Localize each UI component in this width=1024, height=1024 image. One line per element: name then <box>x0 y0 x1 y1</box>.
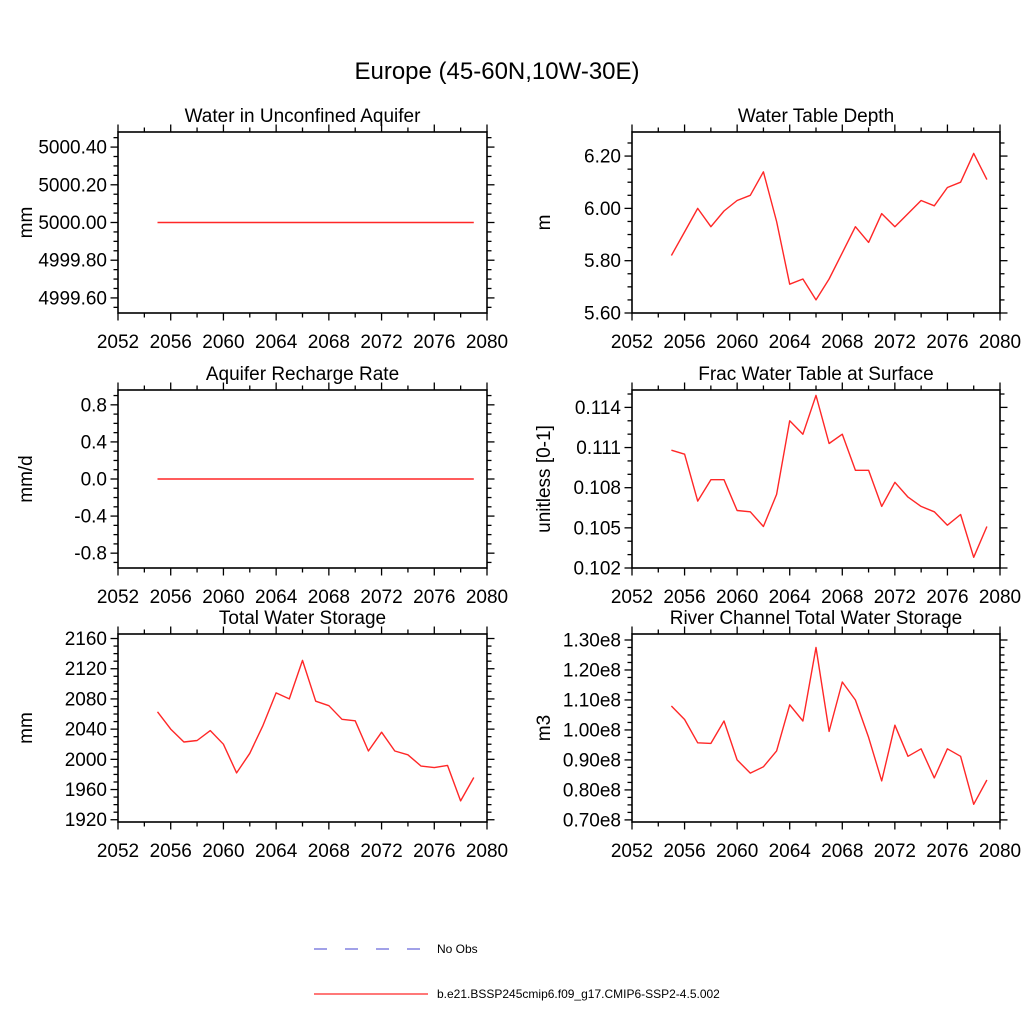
y-tick-label: 0.108 <box>573 478 621 500</box>
y-tick-label: 1.10e8 <box>562 690 621 712</box>
y-tick-label: 0.4 <box>80 432 107 454</box>
x-tick-label: 2056 <box>663 587 706 608</box>
panel-total-water-storage <box>16 608 508 862</box>
y-tick-label: 2080 <box>64 689 107 711</box>
x-tick-label: 2060 <box>716 841 759 862</box>
y-tick-label: 5.80 <box>584 251 621 273</box>
panel-water-in-unconfined-aquifer <box>16 106 508 353</box>
panel-title: Water in Unconfined Aquifer <box>184 106 421 127</box>
x-tick-label: 2064 <box>255 587 298 608</box>
x-tick-label: 2056 <box>663 841 706 862</box>
x-tick-label: 2064 <box>255 841 298 862</box>
y-axis-label: mm/d <box>16 455 37 503</box>
y-tick-label: 0.111 <box>576 438 621 460</box>
x-tick-label: 2072 <box>360 841 403 862</box>
panel-title: River Channel Total Water Storage <box>669 608 963 629</box>
plot-frame <box>632 634 1000 822</box>
x-tick-label: 2076 <box>926 587 969 608</box>
y-tick-label: 4999.80 <box>38 250 107 272</box>
x-tick-label: 2064 <box>768 587 811 608</box>
page-title: Europe (45-60N,10W-30E) <box>354 58 640 85</box>
x-tick-label: 2068 <box>821 332 864 353</box>
legend-label: b.e21.BSSP245cmip6.f09_g17.CMIP6-SSP2-4.5.002 <box>437 987 720 1001</box>
x-tick-label: 2080 <box>465 587 509 608</box>
x-axis-ticks <box>632 627 1000 830</box>
y-tick-label: 1960 <box>64 780 107 802</box>
y-tick-label: 2040 <box>64 719 107 741</box>
x-tick-label: 2068 <box>821 841 864 862</box>
x-tick-label: 2068 <box>821 587 864 608</box>
y-tick-label: 2120 <box>64 659 107 681</box>
plot-frame <box>632 132 1000 313</box>
y-tick-label: 0.114 <box>574 397 621 419</box>
no-obs-line-sample <box>312 945 430 953</box>
x-tick-label: 2060 <box>716 332 759 353</box>
panel-title: Total Water Storage <box>218 608 387 629</box>
y-axis-label: mm <box>16 206 37 239</box>
y-tick-label: -0.8 <box>74 543 107 565</box>
y-tick-label: 2160 <box>64 629 107 651</box>
x-tick-label: 2052 <box>96 587 140 608</box>
x-tick-label: 2056 <box>149 841 192 862</box>
x-tick-label: 2056 <box>149 332 192 353</box>
y-tick-label: 0.105 <box>573 518 621 540</box>
y-tick-label: 0.102 <box>573 558 621 580</box>
y-tick-label: 0.8 <box>80 395 107 417</box>
x-tick-label: 2052 <box>610 332 654 353</box>
series-line <box>671 648 987 805</box>
x-tick-label: 2072 <box>360 332 403 353</box>
y-axis-ticks <box>625 143 1008 313</box>
x-tick-label: 2052 <box>610 841 654 862</box>
x-tick-label: 2076 <box>926 841 969 862</box>
y-tick-label: 0.0 <box>80 469 107 491</box>
model-line-sample <box>312 990 430 998</box>
x-tick-label: 2052 <box>96 841 140 862</box>
panel-title: Aquifer Recharge Rate <box>205 364 400 385</box>
legend-item-no-obs <box>312 941 478 957</box>
y-tick-label: 1.30e8 <box>562 630 621 652</box>
series-line <box>671 395 987 557</box>
x-tick-label: 2076 <box>413 332 456 353</box>
y-axis-label: m3 <box>534 714 555 742</box>
x-tick-label: 2060 <box>202 587 245 608</box>
x-tick-label: 2072 <box>873 841 916 862</box>
x-axis-ticks <box>632 125 1000 321</box>
x-axis-ticks <box>632 383 1000 576</box>
x-tick-label: 2064 <box>768 841 811 862</box>
y-tick-label: 0.90e8 <box>562 750 621 772</box>
y-tick-label: 1.20e8 <box>562 660 621 682</box>
y-tick-label: 0.80e8 <box>562 780 621 802</box>
y-tick-label: 2000 <box>64 749 107 771</box>
x-tick-label: 2056 <box>149 587 192 608</box>
x-tick-label: 2080 <box>465 332 509 353</box>
x-tick-label: 2080 <box>465 841 509 862</box>
panel-river-channel-total-water-storage <box>534 608 1021 862</box>
y-tick-label: 1920 <box>64 810 107 832</box>
plot-frame <box>632 390 1000 568</box>
x-tick-label: 2076 <box>413 841 456 862</box>
y-tick-label: 5.60 <box>584 303 621 325</box>
y-tick-label: 5000.40 <box>38 137 107 159</box>
x-axis-ticks <box>118 627 487 830</box>
x-tick-label: 2064 <box>255 332 298 353</box>
y-axis-ticks <box>625 640 1008 820</box>
y-tick-label: -0.4 <box>74 506 107 528</box>
series-line <box>158 660 474 801</box>
panel-aquifer-recharge-rate <box>16 364 508 608</box>
legend-label: No Obs <box>437 942 478 956</box>
y-tick-label: 6.20 <box>584 146 621 168</box>
x-tick-label: 2052 <box>610 587 654 608</box>
x-tick-label: 2064 <box>768 332 811 353</box>
y-tick-label: 5000.20 <box>38 175 107 197</box>
y-axis-label: mm <box>16 712 37 744</box>
legend-item-model-run <box>312 986 720 1002</box>
x-tick-label: 2056 <box>663 332 706 353</box>
panel-frac-water-table-at-surface <box>534 364 1021 608</box>
y-tick-label: 4999.60 <box>38 288 107 310</box>
series-line <box>671 153 987 300</box>
x-tick-label: 2080 <box>978 587 1022 608</box>
x-tick-label: 2068 <box>307 332 350 353</box>
x-tick-label: 2052 <box>96 332 140 353</box>
y-tick-label: 6.00 <box>584 198 621 220</box>
x-tick-label: 2072 <box>873 587 916 608</box>
x-tick-label: 2076 <box>413 587 456 608</box>
y-tick-label: 1.00e8 <box>562 720 621 742</box>
x-tick-label: 2072 <box>360 587 403 608</box>
x-tick-label: 2060 <box>202 332 245 353</box>
panel-title: Frac Water Table at Surface <box>698 364 934 385</box>
y-axis-ticks <box>111 639 495 820</box>
panel-title: Water Table Depth <box>737 106 895 127</box>
x-tick-label: 2068 <box>307 841 350 862</box>
x-tick-label: 2060 <box>716 587 759 608</box>
x-tick-label: 2080 <box>978 841 1022 862</box>
x-tick-label: 2072 <box>873 332 916 353</box>
x-tick-label: 2080 <box>978 332 1022 353</box>
y-axis-label: unitless [0-1] <box>534 425 555 533</box>
y-tick-label: 5000.00 <box>38 213 107 234</box>
y-axis-ticks <box>625 394 1008 568</box>
y-tick-label: 0.70e8 <box>562 810 621 832</box>
x-tick-label: 2076 <box>926 332 969 353</box>
x-tick-label: 2060 <box>202 841 245 862</box>
x-tick-label: 2068 <box>307 587 350 608</box>
panel-water-table-depth <box>534 106 1021 353</box>
y-axis-label: m <box>534 214 555 231</box>
